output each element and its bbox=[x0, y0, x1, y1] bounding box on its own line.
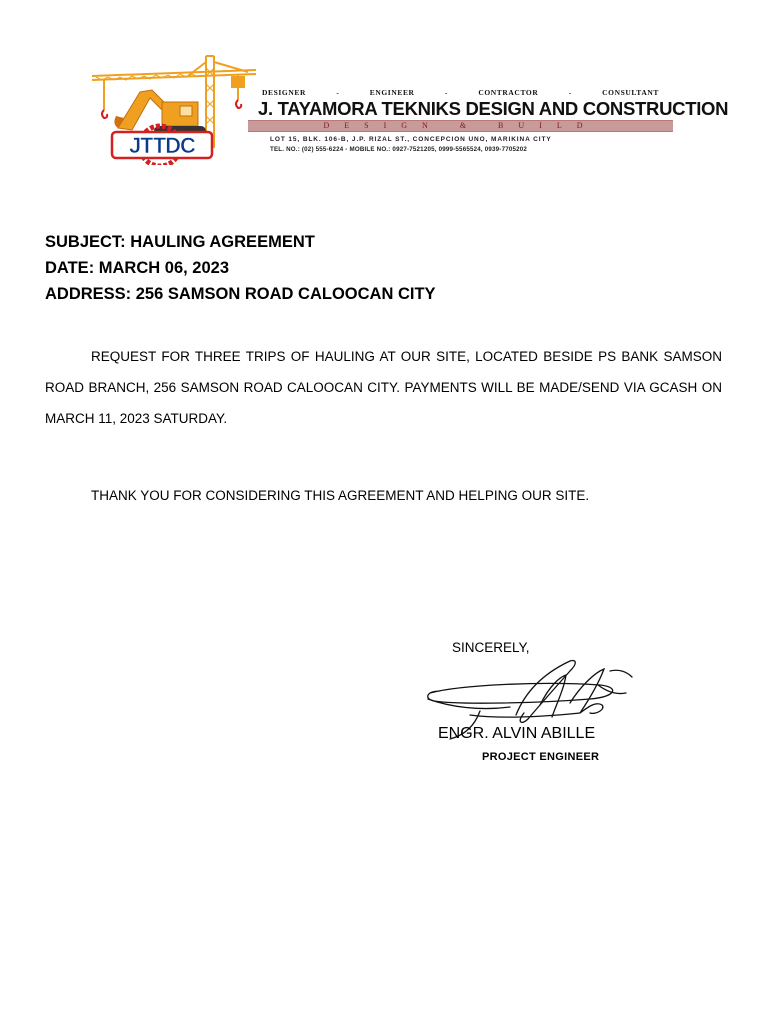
signer-title: PROJECT ENGINEER bbox=[482, 751, 600, 763]
role-separator: - bbox=[568, 88, 572, 97]
tagline-bar bbox=[248, 120, 673, 132]
body-paragraph-thanks: THANK YOU FOR CONSIDERING THIS AGREEMENT AND HELPING OUR SITE. bbox=[91, 488, 590, 503]
subject-line: SUBJECT: HAULING AGREEMENT bbox=[45, 233, 315, 251]
letterhead-text bbox=[248, 88, 729, 153]
role-consultant: CONSULTANT bbox=[602, 88, 659, 97]
role-separator: - bbox=[336, 88, 340, 97]
body-paragraph-request: REQUEST FOR THREE TRIPS OF HAULING AT OUR SITE, LOCATED BESIDE PS BANK SAMSON ROAD BRANCH, 256 SAMSON ROAD CALOOCAN CITY. PAYMENTS WILL BE MADE/SEND VIA GCASH ON MARCH 11, 2023 SATURDAY. bbox=[45, 349, 722, 426]
signer-name: ENGR. ALVIN ABILLE bbox=[438, 725, 596, 742]
company-name: J. TAYAMORA TEKNIKS DESIGN AND CONSTRUCTION bbox=[258, 98, 729, 119]
date-line: DATE: MARCH 06, 2023 bbox=[45, 259, 229, 277]
letterhead bbox=[88, 50, 729, 165]
closing: SINCERELY, bbox=[452, 640, 530, 655]
company-address: LOT 15, BLK. 106-B, J.P. RIZAL ST., CONCEPCION UNO, MARIKINA CITY bbox=[270, 136, 552, 143]
address-line: ADDRESS: 256 SAMSON ROAD CALOOCAN CITY bbox=[45, 285, 436, 303]
roles-line bbox=[248, 88, 673, 97]
role-engineer: ENGINEER bbox=[369, 88, 415, 97]
letter-header bbox=[45, 229, 436, 307]
logo-lettering: JTTDC bbox=[129, 133, 195, 158]
tagline: DESIGN & BUILD bbox=[323, 121, 598, 130]
company-logo bbox=[88, 50, 258, 165]
role-contractor: CONTRACTOR bbox=[478, 88, 539, 97]
role-designer: DESIGNER bbox=[262, 88, 306, 97]
company-contact: TEL. NO.: (02) 555-6224 - MOBILE NO.: 0927-7521205, 0999-5565524, 0939-7705202 bbox=[270, 146, 528, 153]
role-separator: - bbox=[444, 88, 448, 97]
